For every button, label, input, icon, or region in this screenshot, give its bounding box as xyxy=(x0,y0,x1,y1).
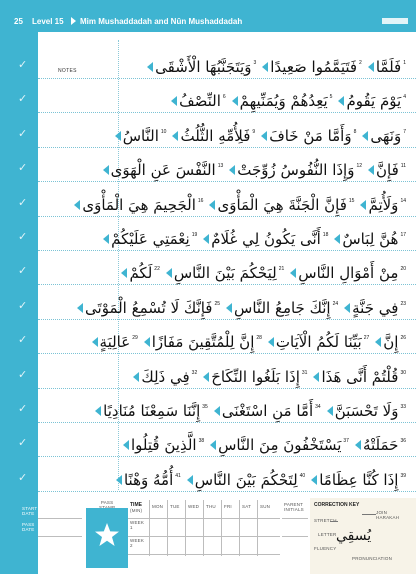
arabic-text: فَتَيَمَّمُوا صَعِيدًا xyxy=(270,58,358,76)
page-header xyxy=(0,0,416,32)
arabic-text: أُمُّهُ وَهْنًا xyxy=(123,470,174,489)
item-number: 22 xyxy=(154,266,160,273)
exercise-row xyxy=(122,459,406,489)
item-number: 29 xyxy=(132,335,138,342)
item-number: 5 xyxy=(329,94,333,101)
exercise-item xyxy=(229,161,362,179)
arabic-text: النَّاسُ xyxy=(122,126,159,145)
item-number: 3 xyxy=(253,60,257,66)
item-number: 16 xyxy=(197,197,204,204)
arabic-text: نِعْمَتِي عَلَيْكُمْ xyxy=(111,230,190,248)
row-divider xyxy=(38,78,416,79)
row-divider xyxy=(38,181,416,182)
arabic-text: إِنَّ لِلْمُتَّقِينَ مَفَازًا xyxy=(151,333,255,352)
row-divider xyxy=(38,216,416,217)
arabic-text: فَإِنَّ xyxy=(376,161,399,180)
arabic-text: أَمَّا مَنِ اسْتَغْنَى xyxy=(221,402,314,420)
triangle-marker-icon xyxy=(147,62,153,72)
arabic-text: إِذَا بَلَغُوا النِّكَاحَ xyxy=(211,367,300,386)
exercise-item xyxy=(123,436,204,454)
time-label: TIME xyxy=(130,502,142,508)
triangle-marker-icon xyxy=(360,200,366,210)
exercise-item xyxy=(268,333,369,351)
exercise-item xyxy=(74,196,203,214)
arabic-text: فَإِنَّكَ لَا تُسْمِعُ الْمَوْتَى xyxy=(85,298,213,317)
arabic-text: يَسْتَخْفُونَ مِنَ النَّاسِ xyxy=(218,436,342,455)
pronunciation-label: PRONUNCIATION xyxy=(352,556,393,561)
triangle-marker-icon xyxy=(166,268,172,278)
progress-footer xyxy=(0,498,416,574)
arabic-text: وَنَهَى xyxy=(370,126,402,145)
arabic-text: وَيَتَجَنَّبُهَا الْأَشْقَى xyxy=(155,58,252,76)
parent-initials-line xyxy=(282,518,308,519)
item-number: 24 xyxy=(332,300,339,307)
checkmark-icon[interactable]: ✓ xyxy=(18,470,28,484)
item-number: 41 xyxy=(175,472,181,479)
item-number: 10 xyxy=(160,128,167,135)
item-number: 1 xyxy=(403,60,406,66)
item-number: 4 xyxy=(403,94,406,101)
triangle-marker-icon xyxy=(311,475,317,485)
arabic-text: يَعِدُهُمْ وَيُمَنِّيهِمْ xyxy=(239,92,328,111)
checkmark-column xyxy=(0,32,38,498)
item-number: 30 xyxy=(400,369,406,376)
start-date-label: START DATE xyxy=(22,506,38,516)
checkmark-icon[interactable]: ✓ xyxy=(18,264,28,278)
exercise-item xyxy=(311,471,406,489)
row-divider xyxy=(38,456,416,457)
checkmark-icon[interactable]: ✓ xyxy=(18,436,28,450)
item-number: 15 xyxy=(348,197,355,204)
arabic-text: هُنَّ لِبَاسٌ xyxy=(342,230,399,248)
exercise-item xyxy=(368,58,406,76)
item-number: 32 xyxy=(191,369,198,376)
correction-key-title: CORRECTION KEY xyxy=(314,502,360,508)
exercise-row xyxy=(111,218,406,248)
triangle-marker-icon xyxy=(368,62,374,72)
arabic-text: الَّذِينَ قُتِلُوا xyxy=(131,436,197,455)
arabic-text: يَوْمَ يَقُومُ xyxy=(346,92,402,111)
time-grid-line xyxy=(128,554,280,555)
item-number: 33 xyxy=(400,404,406,410)
arabic-text: مِنْ أَمْوَالِ النَّاسِ xyxy=(298,264,399,283)
triangle-marker-icon xyxy=(103,165,109,175)
stretch-label: STRETCH xyxy=(314,518,337,523)
start-date-line xyxy=(38,518,82,519)
day-column-divider xyxy=(185,500,186,556)
exercise-item xyxy=(171,92,226,110)
exercise-item xyxy=(327,402,406,420)
item-number: 7 xyxy=(403,128,406,135)
exercise-item xyxy=(116,471,181,489)
arabic-text: وَأَمَّا مَنْ خَافَ xyxy=(269,126,352,145)
triangle-marker-icon xyxy=(334,234,340,244)
item-number: 40 xyxy=(299,472,306,479)
arabic-text: النِّصْفُ xyxy=(179,92,221,111)
page-tab-marker xyxy=(382,18,408,24)
join-harakah-label: JOIN HARAKAH xyxy=(376,510,400,520)
exercise-item xyxy=(203,368,307,386)
exercise-item xyxy=(166,264,284,282)
row-divider xyxy=(38,147,416,148)
arabic-text: بَيِّنَا لَكُمُ الْآيَاتِ xyxy=(275,333,362,352)
checkmark-icon[interactable]: ✓ xyxy=(18,402,28,415)
row-divider xyxy=(38,388,416,389)
arabic-text: فَإِنَّ الْجَنَّةَ هِيَ الْمَأْوَى xyxy=(217,195,347,214)
triangle-marker-icon xyxy=(103,234,109,244)
arabic-text: أَنَّى يَكُونُ لِي غُلَامٌ xyxy=(211,230,321,248)
exercise-item xyxy=(360,196,406,214)
exercise-item xyxy=(226,299,338,317)
exercise-item xyxy=(115,127,167,145)
triangle-marker-icon xyxy=(115,131,121,141)
item-number: 21 xyxy=(278,266,285,273)
item-number: 9 xyxy=(252,128,256,135)
triangle-marker-icon xyxy=(210,440,216,450)
arabic-text: حَمَلَتْهُ xyxy=(362,436,399,455)
stretch-pointer-line xyxy=(330,521,338,522)
week-2-label: WEEK 2 xyxy=(130,538,145,548)
triangle-marker-icon xyxy=(261,131,267,141)
exercise-item xyxy=(92,333,138,351)
item-number: 20 xyxy=(400,266,406,273)
row-divider xyxy=(38,491,416,492)
checkmark-icon[interactable]: ✓ xyxy=(18,161,28,175)
exercise-row xyxy=(110,149,406,180)
checkmark-icon[interactable]: ✓ xyxy=(18,230,28,243)
exercise-item xyxy=(232,92,333,110)
exercise-item xyxy=(262,58,362,76)
arabic-text: إِذَا كُنَّا عِظَامًا xyxy=(319,470,399,489)
time-grid-line xyxy=(128,536,280,537)
day-label: FRI xyxy=(224,504,232,509)
exercise-item xyxy=(338,92,406,110)
triangle-marker-icon xyxy=(268,337,274,347)
day-label: THU xyxy=(206,504,216,509)
item-number: 31 xyxy=(301,369,308,376)
exercise-item xyxy=(172,127,255,145)
exercise-item xyxy=(187,471,305,489)
exercise-item xyxy=(95,402,208,420)
exercise-row xyxy=(82,184,406,214)
item-number: 17 xyxy=(400,232,406,238)
item-number: 39 xyxy=(400,472,406,479)
exercise-item xyxy=(261,127,356,145)
item-number: 23 xyxy=(400,300,406,307)
exercise-item xyxy=(290,264,406,282)
exercise-item xyxy=(133,368,197,386)
arabic-text: إِنَّ xyxy=(383,333,399,352)
item-number: 35 xyxy=(202,404,208,410)
arabic-text: لَكُمْ xyxy=(129,264,153,283)
exercise-item xyxy=(344,299,406,317)
checkmark-icon[interactable]: ✓ xyxy=(18,367,28,381)
pass-stamp-label: PASS xyxy=(100,500,114,505)
day-label: SUN xyxy=(260,504,271,509)
triangle-marker-icon xyxy=(77,303,83,313)
parent-initials-label: PARENT INITIALS xyxy=(284,502,304,512)
triangle-marker-icon xyxy=(214,406,220,416)
arabic-text: عَالِيَةٍ xyxy=(99,333,131,352)
checkmark-icon[interactable]: ✓ xyxy=(18,92,28,106)
arabic-text: فَلَمَّا xyxy=(375,58,402,76)
triangle-marker-icon xyxy=(203,234,209,244)
exercise-item xyxy=(121,264,159,282)
item-number: 8 xyxy=(353,128,357,135)
parent-initials-line xyxy=(282,536,308,537)
triangle-marker-icon xyxy=(123,440,129,450)
arabic-text: إِنَّكَ جَامِعُ النَّاسِ xyxy=(234,298,331,317)
harakah-pointer-line xyxy=(362,514,376,515)
triangle-marker-icon xyxy=(133,372,139,382)
item-number: 13 xyxy=(217,163,224,170)
day-column-divider xyxy=(257,500,258,556)
arabic-text: النَّفْسَ عَنِ الْهَوَى xyxy=(110,161,216,180)
triangle-marker-icon xyxy=(95,406,101,416)
arrow-right-icon xyxy=(71,17,76,25)
day-column-divider xyxy=(167,500,168,556)
item-number: 37 xyxy=(343,438,349,445)
exercise-row xyxy=(85,287,406,317)
exercise-panel xyxy=(38,32,416,498)
item-number: 14 xyxy=(400,197,406,204)
item-number: 26 xyxy=(400,335,406,342)
triangle-marker-icon xyxy=(232,96,238,106)
arabic-text: لِيَحْكُمَ بَيْنَ النَّاسِ xyxy=(173,264,277,283)
item-number: 34 xyxy=(315,404,321,410)
arabic-text: لِتَحْكُمَ بَيْنَ النَّاسِ xyxy=(194,470,298,489)
exercise-item xyxy=(209,196,354,214)
exercise-item xyxy=(313,368,406,386)
pass-date-line xyxy=(38,536,82,537)
exercise-item xyxy=(77,299,220,317)
triangle-marker-icon xyxy=(172,131,178,141)
time-grid-line xyxy=(128,518,280,519)
star-icon xyxy=(94,522,120,548)
triangle-marker-icon xyxy=(92,337,98,347)
exercise-item xyxy=(375,333,406,351)
notes-label: NOTES xyxy=(58,68,77,74)
arabic-text: وَلَأُتِمَّ xyxy=(368,195,399,214)
fluency-label: FLUENCY xyxy=(314,546,337,551)
item-number: 19 xyxy=(191,232,198,238)
triangle-marker-icon xyxy=(290,268,296,278)
week-1-label: WEEK 1 xyxy=(130,520,145,530)
item-number: 28 xyxy=(256,335,262,342)
arabic-text: وَإِذَا النُّفُوسُ زُوِّجَتْ xyxy=(237,161,355,180)
arabic-text: فِي جَنَّةٍ xyxy=(352,298,399,317)
exercise-item xyxy=(368,161,406,179)
checkmark-icon[interactable]: ✓ xyxy=(18,126,28,140)
footer-date-strip xyxy=(0,498,38,574)
arabic-text: قُلْتُمْ أَنَّى هَذَا xyxy=(321,367,399,386)
item-number: 6 xyxy=(222,94,226,101)
triangle-marker-icon xyxy=(362,131,368,141)
triangle-marker-icon xyxy=(116,475,122,485)
arabic-text: الْجَحِيمَ هِيَ الْمَأْوَى xyxy=(82,195,196,214)
row-divider xyxy=(38,284,416,285)
lesson-title: Mim Mushaddadah and Nūn Mushaddadah xyxy=(80,17,243,26)
exercise-item xyxy=(103,161,224,179)
triangle-marker-icon xyxy=(313,372,319,382)
row-divider xyxy=(38,250,416,251)
triangle-marker-icon xyxy=(226,303,232,313)
exercise-item xyxy=(147,58,256,76)
arabic-text: فِي ذَلِكَ xyxy=(141,367,190,386)
day-column-divider xyxy=(239,500,240,556)
exercise-row xyxy=(122,424,406,454)
exercise-row xyxy=(122,356,406,386)
triangle-marker-icon xyxy=(262,62,268,72)
exercise-item xyxy=(362,127,406,145)
exercise-item xyxy=(103,230,197,248)
triangle-marker-icon xyxy=(203,372,209,382)
exercise-row xyxy=(122,115,406,145)
item-number: 12 xyxy=(356,163,363,170)
exercise-item xyxy=(214,402,321,420)
triangle-marker-icon xyxy=(209,200,215,210)
triangle-marker-icon xyxy=(355,440,361,450)
triangle-marker-icon xyxy=(187,475,193,485)
item-number: 36 xyxy=(400,438,406,445)
item-number: 25 xyxy=(214,300,221,307)
exercise-row xyxy=(103,390,406,420)
checkmark-icon[interactable]: ✓ xyxy=(18,195,28,209)
level-label: Level 15 xyxy=(32,17,64,26)
checkmark-icon[interactable]: ✓ xyxy=(18,333,28,347)
exercise-row xyxy=(122,252,406,282)
triangle-marker-icon xyxy=(171,96,177,106)
exercise-item xyxy=(334,230,406,248)
row-divider xyxy=(38,353,416,354)
arabic-text: إِنَّنَا سَمِعْنَا مُنَادِيًا xyxy=(103,402,201,420)
arabic-text: فَلِأُمِّهِ الثُّلُثُ xyxy=(180,126,251,145)
letter-label: LETTER xyxy=(318,532,337,537)
triangle-marker-icon xyxy=(74,200,80,210)
day-label: WED xyxy=(188,504,200,509)
triangle-marker-icon xyxy=(144,337,150,347)
exercise-item xyxy=(203,230,328,248)
triangle-marker-icon xyxy=(375,337,381,347)
triangle-marker-icon xyxy=(344,303,350,313)
checkmark-icon[interactable]: ✓ xyxy=(18,58,28,71)
exercise-item xyxy=(210,436,349,454)
day-column-divider xyxy=(149,500,150,556)
exercise-item xyxy=(144,333,262,351)
row-divider xyxy=(38,319,416,320)
triangle-marker-icon xyxy=(229,165,235,175)
item-number: 11 xyxy=(400,163,406,170)
item-number: 2 xyxy=(359,60,362,66)
checkmark-icon[interactable]: ✓ xyxy=(18,298,28,312)
day-label: TUE xyxy=(170,504,180,509)
item-number: 27 xyxy=(363,335,370,342)
arabic-text: وَلَا تَحْسَبَنَّ xyxy=(334,402,399,420)
key-arabic-sample: يُسقِي xyxy=(336,528,372,544)
exercise-row xyxy=(122,46,406,76)
triangle-marker-icon xyxy=(368,165,374,175)
row-divider xyxy=(38,422,416,423)
exercise-row xyxy=(99,321,406,352)
day-label: SAT xyxy=(242,504,252,509)
exercise-row xyxy=(122,80,406,110)
page-number: 25 xyxy=(14,17,23,26)
triangle-marker-icon xyxy=(327,406,333,416)
time-unit-label: (MIN) xyxy=(130,508,143,513)
triangle-marker-icon xyxy=(338,96,344,106)
triangle-marker-icon xyxy=(121,268,127,278)
pass-date-label: PASS DATE xyxy=(22,522,35,532)
day-column-divider xyxy=(203,500,204,556)
row-divider xyxy=(38,112,416,113)
day-label: MON xyxy=(152,504,164,509)
exercise-item xyxy=(355,436,406,454)
item-number: 38 xyxy=(198,438,205,445)
item-number: 18 xyxy=(322,232,329,238)
day-column-divider xyxy=(221,500,222,556)
